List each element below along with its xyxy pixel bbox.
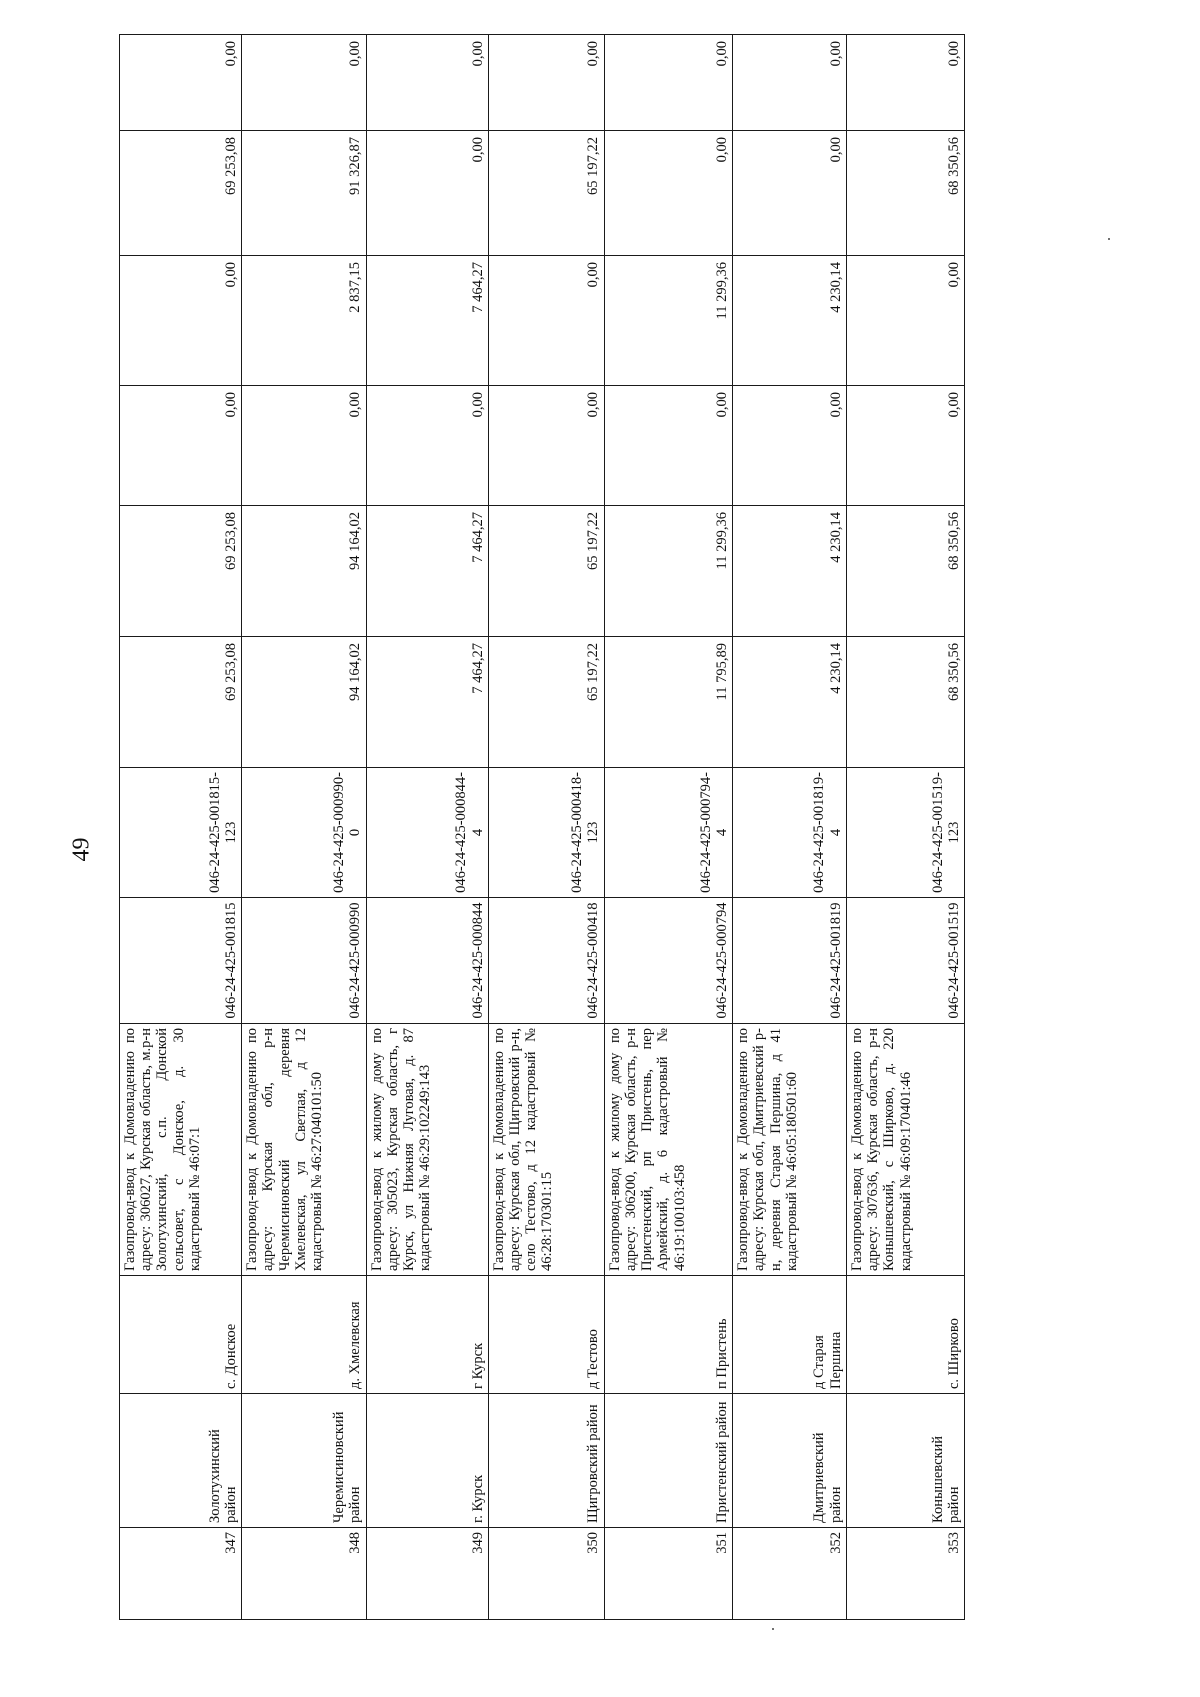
cell-locality: п Пристень (604, 1276, 733, 1394)
cell-inventory-code: 046-24-425-001815-123 (120, 768, 242, 898)
cell-value-3: 0,00 (242, 386, 366, 506)
cell-inventory-code: 046-24-425-001519-123 (846, 768, 964, 898)
cell-value-1: 65 197,22 (488, 637, 604, 768)
cell-value-6: 0,00 (242, 35, 366, 131)
cell-value-2: 7 464,27 (366, 506, 488, 637)
cell-address: Газопровод-ввод к Домовладению по адресу: Курская обл, Щигровский р-н, село Тестово, д 12 кадастровый № 46:28:170301:15 (488, 1024, 604, 1276)
table-row (120, 35, 242, 1620)
cell-address: Газопровод-ввод к Домовладению по адресу: Курская обл, Дмитриевский р-н, деревня Старая Першина, д 41 кадастровый № 46:05:180501:60 (733, 1024, 847, 1276)
cell-object-code: 046-24-425-000418 (488, 898, 604, 1024)
cell-value-4: 4 230,14 (733, 256, 847, 386)
cell-address: Газопровод-ввод к жилому дому по адресу: 305023, Курская область, г Курск, ул Нижняя Луговая, д. 87 кадастровый № 46:29:102249:143 (366, 1024, 488, 1276)
cell-value-3: 0,00 (604, 386, 733, 506)
cell-value-3: 0,00 (733, 386, 847, 506)
table-row (366, 35, 488, 1620)
cell-value-5: 91 326,87 (242, 131, 366, 256)
rotated-table-wrapper (119, 41, 965, 1620)
cell-row-number: 352 (733, 1528, 847, 1620)
cell-value-4: 2 837,15 (242, 256, 366, 386)
cell-value-1: 94 164,02 (242, 637, 366, 768)
cell-inventory-code: 046-24-425-000990-0 (242, 768, 366, 898)
cell-locality: с. Донское (120, 1276, 242, 1394)
cell-value-6: 0,00 (846, 35, 964, 131)
cell-value-5: 69 253,08 (120, 131, 242, 256)
scan-speck (1108, 238, 1110, 240)
cell-locality: д Старая Першина (733, 1276, 847, 1394)
cell-value-5: 65 197,22 (488, 131, 604, 256)
cell-district: Золотухинский район (120, 1394, 242, 1528)
cell-value-3: 0,00 (366, 386, 488, 506)
cell-value-4: 0,00 (488, 256, 604, 386)
cell-address: Газопровод-ввод к Домовладению по адресу: 307636, Курская область, р-н Конышевский, с Ширково, д. 220 кадастровый № 46:09:170401:46 (846, 1024, 964, 1276)
cell-locality: д. Хмелевская (242, 1276, 366, 1394)
cell-object-code: 046-24-425-000844 (366, 898, 488, 1024)
cell-locality: с. Ширково (846, 1276, 964, 1394)
cell-value-6: 0,00 (366, 35, 488, 131)
cell-address: Газопровод-ввод к Домовладению по адресу: Курская обл, р-н Черемисиновский деревня Хмелевская, ул Светлая, д 12 кадастровый № 46:27:040101:50 (242, 1024, 366, 1276)
cell-value-5: 0,00 (604, 131, 733, 256)
cell-row-number: 347 (120, 1528, 242, 1620)
cell-value-1: 7 464,27 (366, 637, 488, 768)
cell-value-4: 0,00 (846, 256, 964, 386)
table-row (242, 35, 366, 1620)
cell-value-5: 68 350,56 (846, 131, 964, 256)
cell-district: Черемисиновский район (242, 1394, 366, 1528)
cell-district: Пристенский район (604, 1394, 733, 1528)
cell-value-6: 0,00 (604, 35, 733, 131)
cell-address: Газопровод-ввод к Домовладению по адресу: 306027, Курская область, м.р-н Золотухинский, с.п. Донской сельсовет, с Донское, д. 30 кадастровый № 46:07:1 (120, 1024, 242, 1276)
table-row (604, 35, 733, 1620)
cell-value-2: 4 230,14 (733, 506, 847, 637)
cell-row-number: 348 (242, 1528, 366, 1620)
cell-value-3: 0,00 (846, 386, 964, 506)
cell-district: Щигровский район (488, 1394, 604, 1528)
table-row (488, 35, 604, 1620)
cell-value-2: 94 164,02 (242, 506, 366, 637)
cell-inventory-code: 046-24-425-001819-4 (733, 768, 847, 898)
cell-object-code: 046-24-425-000794 (604, 898, 733, 1024)
table-row (846, 35, 964, 1620)
cell-object-code: 046-24-425-001519 (846, 898, 964, 1024)
cell-value-1: 69 253,08 (120, 637, 242, 768)
cell-value-2: 11 299,36 (604, 506, 733, 637)
cell-value-4: 11 299,36 (604, 256, 733, 386)
cell-value-2: 69 253,08 (120, 506, 242, 637)
cell-district: Дмитриевский район (733, 1394, 847, 1528)
cell-value-6: 0,00 (488, 35, 604, 131)
cell-district: Конышевский район (846, 1394, 964, 1528)
cell-object-code: 046-24-425-000990 (242, 898, 366, 1024)
cell-value-6: 0,00 (120, 35, 242, 131)
cell-value-2: 65 197,22 (488, 506, 604, 637)
cell-value-4: 0,00 (120, 256, 242, 386)
cell-row-number: 351 (604, 1528, 733, 1620)
cell-value-1: 4 230,14 (733, 637, 847, 768)
cell-value-1: 68 350,56 (846, 637, 964, 768)
cell-value-3: 0,00 (488, 386, 604, 506)
cell-inventory-code: 046-24-425-000794-4 (604, 768, 733, 898)
cell-row-number: 353 (846, 1528, 964, 1620)
table-body (120, 35, 965, 1620)
cell-address: Газопровод-ввод к жилому дому по адресу: 306200, Курская область, р-н Пристенский, рп Пристень, пер Армейский, д. 6 кадастровый № 46:19:100103:458 (604, 1024, 733, 1276)
page-number: 49 (68, 837, 95, 862)
cell-value-2: 68 350,56 (846, 506, 964, 637)
cell-row-number: 349 (366, 1528, 488, 1620)
cell-inventory-code: 046-24-425-000418-123 (488, 768, 604, 898)
cell-value-3: 0,00 (120, 386, 242, 506)
cell-value-4: 7 464,27 (366, 256, 488, 386)
registry-table (119, 34, 965, 1620)
cell-value-1: 11 795,89 (604, 637, 733, 768)
cell-district: г. Курск (366, 1394, 488, 1528)
table-row (733, 35, 847, 1620)
cell-locality: д Тестово (488, 1276, 604, 1394)
cell-object-code: 046-24-425-001819 (733, 898, 847, 1024)
cell-locality: г Курск (366, 1276, 488, 1394)
cell-value-6: 0,00 (733, 35, 847, 131)
cell-row-number: 350 (488, 1528, 604, 1620)
cell-value-5: 0,00 (366, 131, 488, 256)
cell-object-code: 046-24-425-001815 (120, 898, 242, 1024)
cell-value-5: 0,00 (733, 131, 847, 256)
scan-speck (772, 1628, 774, 1630)
cell-inventory-code: 046-24-425-000844-4 (366, 768, 488, 898)
